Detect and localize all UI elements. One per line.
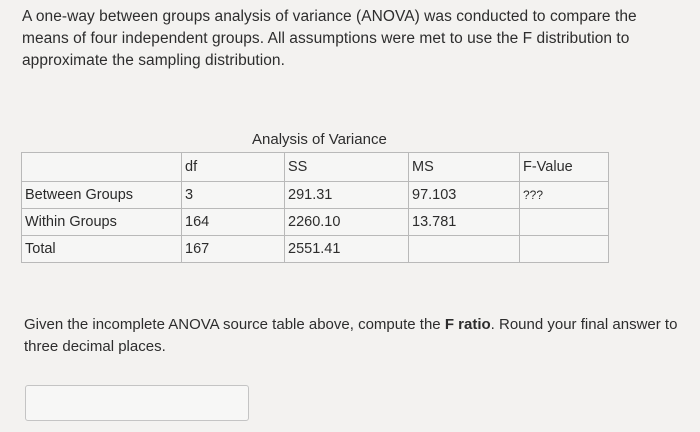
f-value-cell <box>520 209 609 236</box>
ms-cell <box>409 236 520 263</box>
header-cell-ss: SS <box>285 153 409 182</box>
ss-cell: 2551.41 <box>285 236 409 263</box>
table-title: Analysis of Variance <box>252 131 387 148</box>
table-row-total <box>22 236 609 263</box>
df-cell: 3 <box>182 182 285 209</box>
ss-cell: 291.31 <box>285 182 409 209</box>
row-label: Within Groups <box>22 209 182 236</box>
header-cell-ms: MS <box>409 153 520 182</box>
table-row-between-groups <box>22 182 609 209</box>
header-cell-f-value: F-Value <box>520 153 609 182</box>
table-row-within-groups <box>22 209 609 236</box>
ms-cell: 97.103 <box>409 182 520 209</box>
df-cell: 167 <box>182 236 285 263</box>
header-cell-source <box>22 153 182 182</box>
anova-table <box>21 152 609 263</box>
row-label: Between Groups <box>22 182 182 209</box>
df-cell: 164 <box>182 209 285 236</box>
question-text <box>24 314 684 358</box>
answer-input[interactable] <box>25 385 249 421</box>
question-text-start: Given the incomplete ANOVA source table above, compute the <box>24 316 445 333</box>
row-label: Total <box>22 236 182 263</box>
table-header-row <box>22 153 609 182</box>
question-text-end: . Round your final answer to three decimal places. <box>24 316 678 355</box>
f-value-cell <box>520 236 609 263</box>
f-value-cell: ??? <box>520 182 609 209</box>
question-text-emphasis: F ratio <box>444 316 491 333</box>
header-cell-df: df <box>182 153 285 182</box>
ms-cell: 13.781 <box>409 209 520 236</box>
problem-intro: A one-way between groups analysis of variance (ANOVA) was conducted to compare the means of four independent groups. All assumptions were met to use the F distribution to approximate the sampling distribution. <box>22 8 637 69</box>
ss-cell: 2260.10 <box>285 209 409 236</box>
